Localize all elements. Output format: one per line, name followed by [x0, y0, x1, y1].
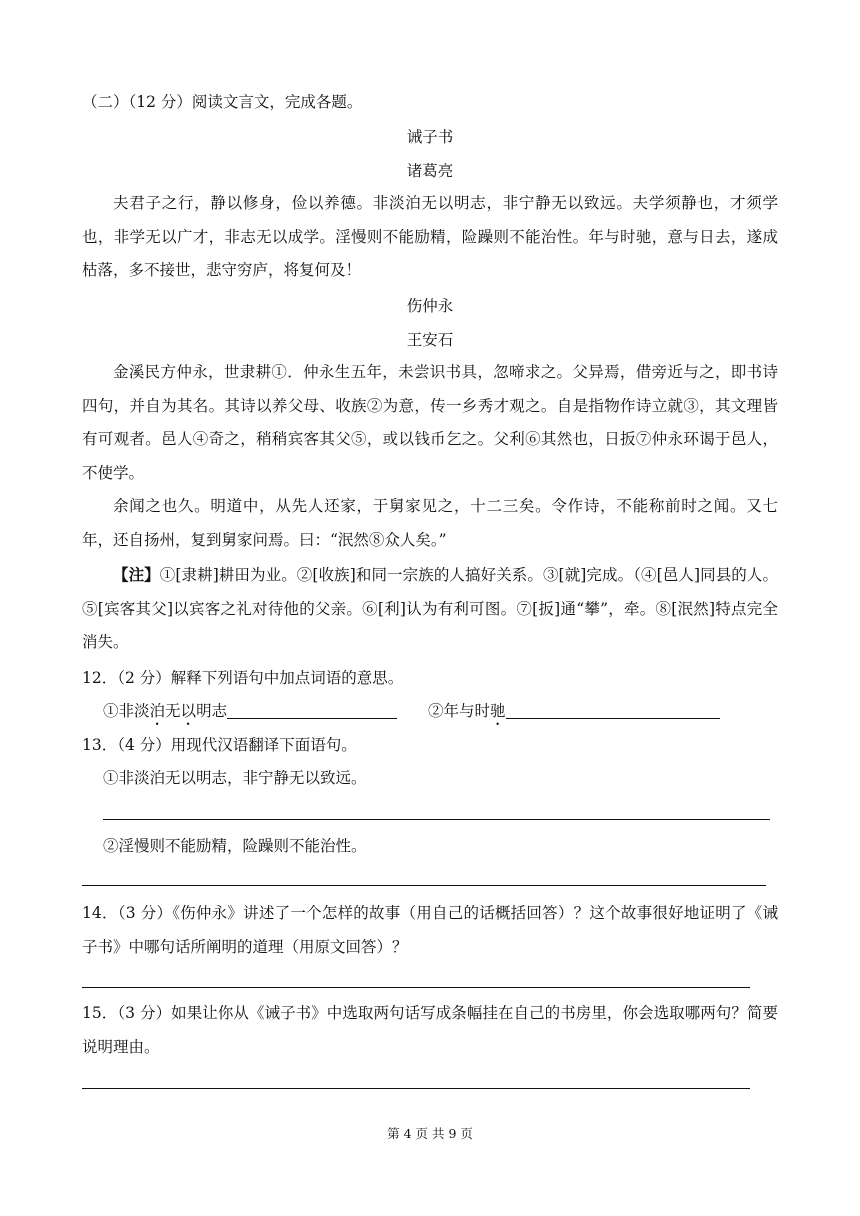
- note-text: ①[隶耕]耕田为业。②[收族]和同一宗族的人搞好关系。③[就]完成。（④[邑人]同县的人。⑤[宾客其父]以宾客之礼对待他的父亲。⑥[利]认为有利可图。⑦[扳]通“攀”，牵。⑧[泯然]特点完全消失。: [82, 566, 778, 651]
- answer-blank-12-2[interactable]: [506, 702, 720, 719]
- question-13-item-1: ①非淡泊无以明志，非宁静无以致远。: [103, 769, 367, 787]
- text1-body: 夫君子之行，静以修身，俭以养德。非淡泊无以明志，非宁静无以致远。夫学须静也，才须学也，非学无以广才，非志无以成学。淫慢则不能励精，险躁则不能治性。年与时驰，意与日去，遂成枯落，多不接世，悲守穷庐，将复何及！: [82, 194, 778, 279]
- text1-title: 诫子书: [406, 128, 454, 146]
- question-13-stem: 13．（4 分）用现代汉语翻译下面语句。: [82, 736, 357, 754]
- question-13-item-2: ②淫慢则不能励精，险躁则不能治性。: [103, 837, 367, 855]
- text2-paragraph-1: 金溪民方仲永，世隶耕①．仲永生五年，未尝识书具，忽啼求之。父异焉，借旁近与之，即书诗四句，并自为其名。其诗以养父母、收族②为意，传一乡秀才观之。自是指物作诗立就③，其文理皆有可观者。邑人④奇之，稍稍宾客其父⑤，或以钱币乞之。父利⑥其然也，日扳⑦仲永环谒于邑人，不使学。: [82, 363, 778, 482]
- answer-line-15[interactable]: [82, 1088, 750, 1089]
- section-header: （二）（12 分）阅读文言文，完成各题。: [82, 93, 363, 111]
- answer-blank-12-1[interactable]: [227, 702, 397, 719]
- text2-title: 伤仲永: [406, 297, 454, 315]
- question-12-item-2: ②年与时驰: [428, 700, 720, 729]
- question-14-stem: 14．（3 分）《伤仲永》讲述了一个怎样的故事（用自己的话概括回答）？这个故事很好地证明了《诫子书》中哪句话所阐明的道理（用原文回答）？: [82, 904, 778, 956]
- text2-author: 王安石: [406, 331, 454, 349]
- text1-author: 诸葛亮: [406, 162, 454, 180]
- question-12-stem: 12．（2 分）解释下列语句中加点词语的意思。: [82, 669, 404, 687]
- page-footer: 第 4 页 共 9 页: [387, 1126, 473, 1141]
- question-12-item-1: ①非淡泊无以明志: [103, 700, 397, 729]
- question-15-stem: 15．（3 分）如果让你从《诫子书》中选取两句话写成条幅挂在自己的书房里，你会选取哪两句？简要说明理由。: [82, 1004, 778, 1056]
- answer-line-13-2[interactable]: [82, 885, 766, 886]
- text2-paragraph-2: 余闻之也久。明道中，从先人还家，于舅家见之，十二三矣。令作诗，不能称前时之闻。又七年，还自扬州，复到舅家问焉。曰：“泯然⑧众人矣。”: [82, 497, 778, 549]
- annotation-note: [82, 558, 778, 660]
- answer-line-14[interactable]: [82, 987, 750, 988]
- note-label: 【注】: [113, 565, 160, 584]
- answer-line-13-1[interactable]: [103, 819, 770, 820]
